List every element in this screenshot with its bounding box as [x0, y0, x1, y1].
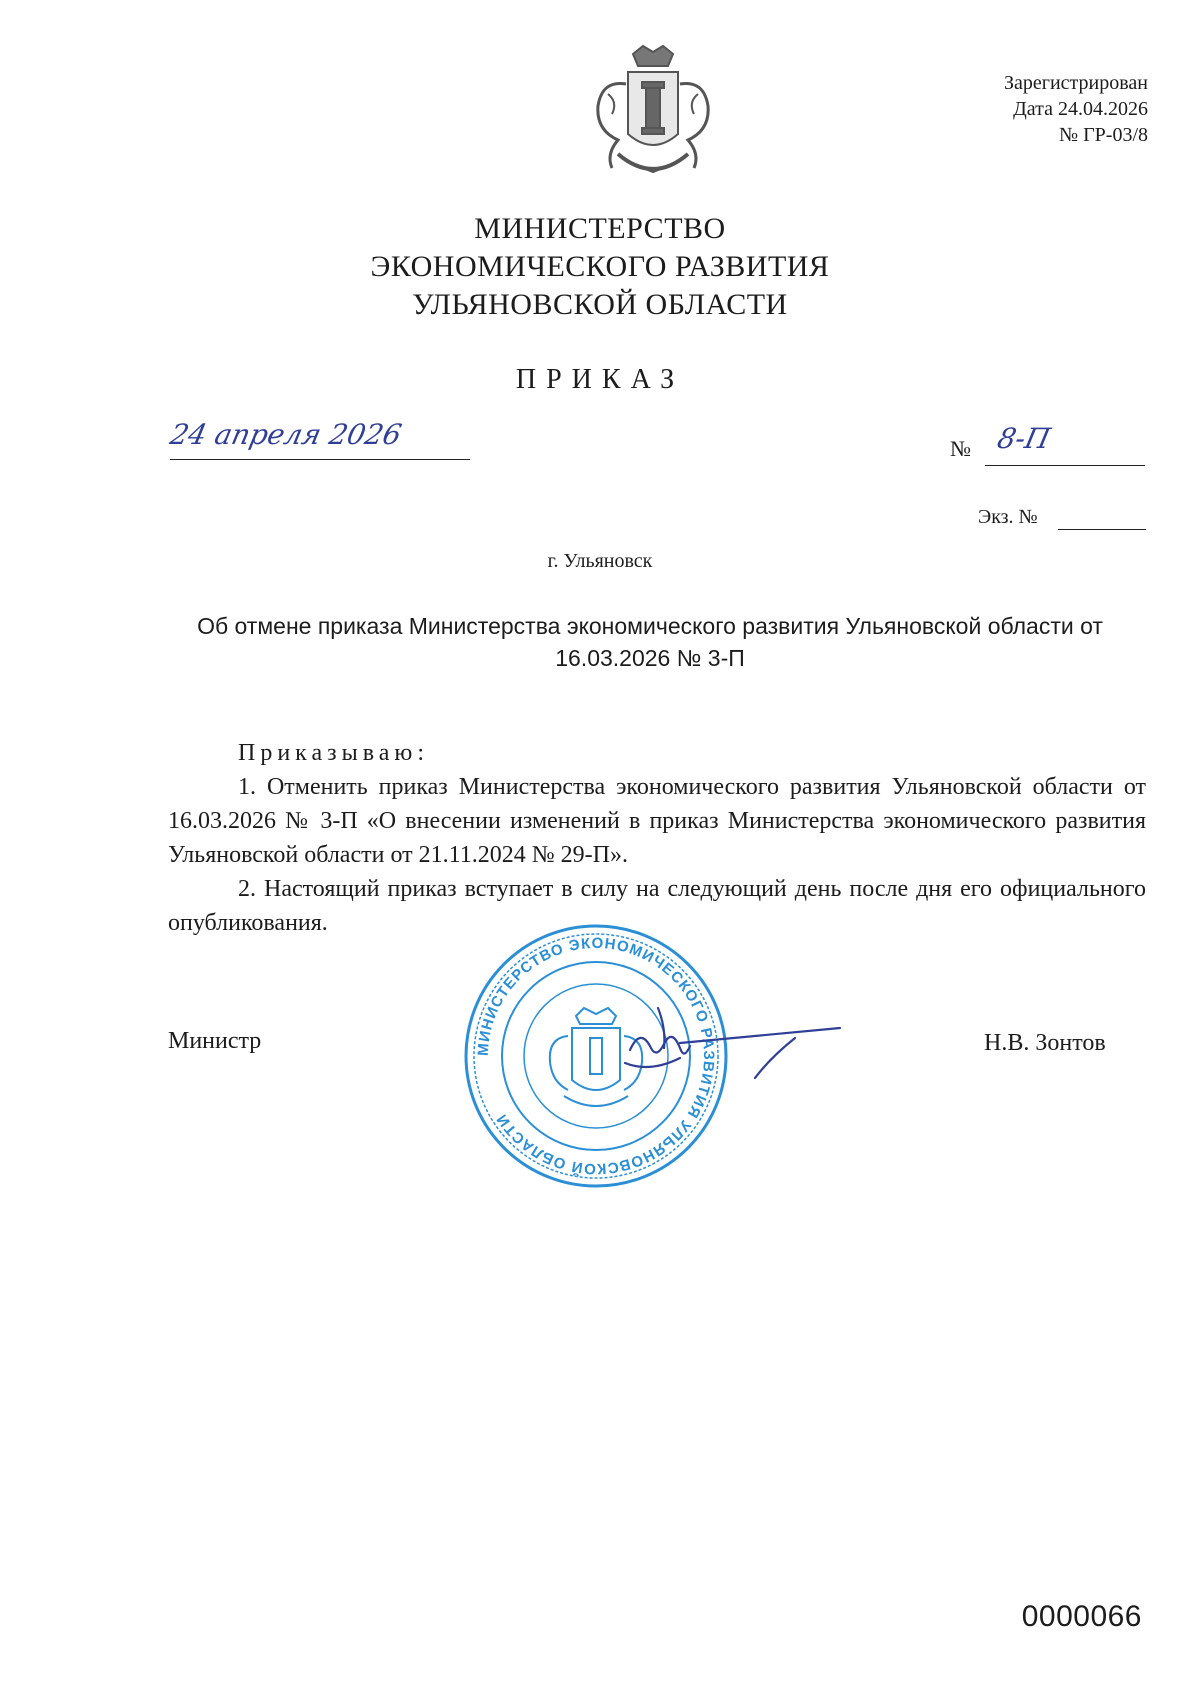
city: г. Ульяновск — [547, 550, 653, 572]
number-underline — [985, 465, 1145, 466]
registration-date: Дата 24.04.2026 — [1013, 98, 1148, 120]
order-item-2: 2. Настоящий приказ вступает в силу на следующий день после дня его официального опубликования. — [168, 876, 1146, 936]
registration-number: № ГР-03/8 — [1059, 124, 1148, 146]
order-intro: Приказываю: — [238, 740, 429, 766]
order-body — [168, 736, 1146, 940]
date-underline — [170, 459, 470, 460]
document-type: ПРИКАЗ — [515, 364, 685, 395]
registration-block — [1004, 70, 1148, 148]
signatory-title: Министр — [168, 1028, 262, 1054]
copy-number-underline — [1058, 529, 1146, 530]
stamp-text: МИНИСТЕРСТВО ЭКОНОМИЧЕСКОГО РАЗВИТИЯ УЛЬЯНОВСКОЙ ОБЛАСТИ — [474, 934, 718, 1178]
ministry-line-2: ЭКОНОМИЧЕСКОГО РАЗВИТИЯ — [370, 250, 830, 283]
order-item-1: 1. Отменить приказ Министерства экономического развития Ульяновской области от 16.03.2026 № 3-П «О внесении изменений в приказ Министерства экономического развития Ульяновской области от 21.11.2024 № 29-П». — [168, 774, 1146, 868]
signatory-name: Н.В. Зонтов — [984, 1030, 1106, 1056]
coat-of-arms-icon — [588, 44, 718, 184]
ministry-line-3: УЛЬЯНОВСКОЙ ОБЛАСТИ — [412, 288, 788, 321]
handwritten-date: 24 апреля 2026 — [167, 418, 405, 451]
ministry-heading — [0, 210, 1200, 324]
serial-number: 0000066 — [1021, 1600, 1142, 1633]
ministry-line-1: МИНИСТЕРСТВО — [474, 212, 726, 245]
signature-scribble — [620, 988, 850, 1098]
number-label: № — [950, 436, 971, 461]
copy-number-label: Экз. № — [978, 506, 1038, 528]
order-subject: Об отмене приказа Министерства экономического развития Ульяновской области от 16.03.2026 № 3-П — [197, 613, 1103, 671]
handwritten-number: 8-П — [994, 422, 1054, 455]
registration-status: Зарегистрирован — [1003, 72, 1148, 94]
